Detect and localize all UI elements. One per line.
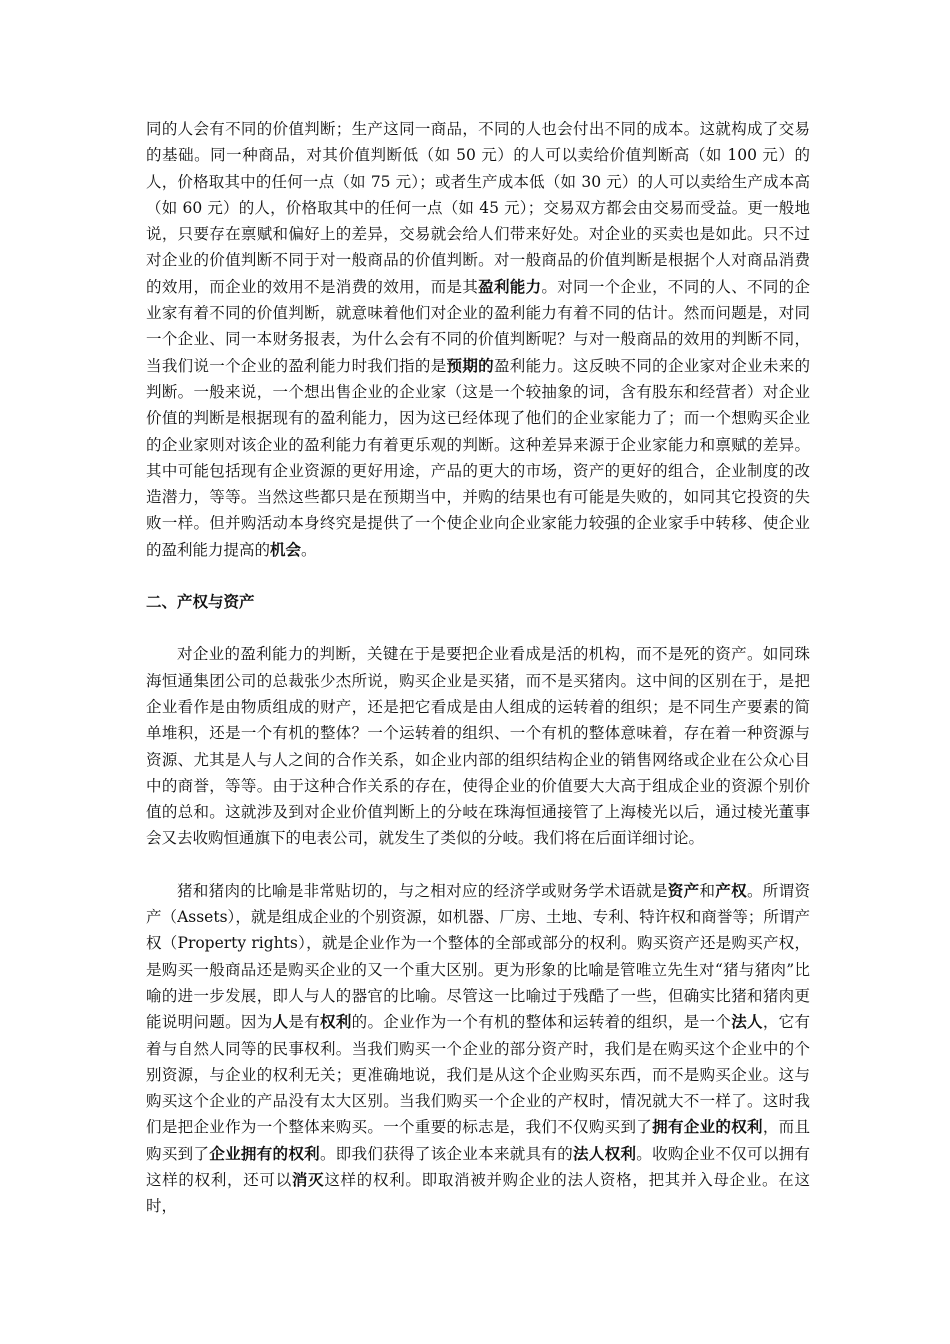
paragraph-gap (146, 615, 810, 641)
paragraph-gap (146, 852, 810, 878)
text-run: 盈利能力。这反映不同的企业家对企业未来的判断。一般来说，一个想出售企业的企业家（这是一个较抽象的词，含有股东和经营者）对企业价值的判断是根据现有的盈利能力，因为这已经体现了他们的企业家能力了；而一个想购买企业的企业家则对该企业的盈利能力有着更乐观的判断。这种差异来源于企业家能力和禀赋的差异。其中可能包括现有企业资源的更好用途，产品的更大的市场，资产的更好的组合，企业制度的改造潜力，等等。当然这些都只是在预期当中，并购的结果也有可能是失败的，如同其它投资的失败一样。但并购活动本身终究是提供了一个使企业向企业家能力较强的企业家手中转移、使企业的盈利能力提高的 (146, 356, 810, 559)
bold-term: 产权 (715, 880, 747, 900)
bold-term: 企业拥有的权利 (209, 1143, 320, 1163)
bold-term: 机会 (270, 539, 302, 559)
text-run: 对企业的盈利能力的判断，关键在于是要把企业看成是活的机构，而不是死的资产。如同珠海恒通集团公司的总裁张少杰所说，购买企业是买猪，而不是买猪肉。这中间的区别在于，是把企业看作是由物质组成的财产，还是把它看成是由人组成的运转着的组织；是不同生产要素的简单堆积，还是一个有机的整体？一个运转着的组织、一个有机的整体意味着，存在着一种资源与资源、尤其是人与人之间的合作关系，如企业内部的组织结构企业的销售网络或企业在公众心目中的商誉，等等。由于这种合作关系的存在，使得企业的价值要大大高于组成企业的资源个别价值的总和。这就涉及到对企业价值判断上的分岐在珠海恒通接管了上海棱光以后，通过棱光董事会又去收购恒通旗下的电表公司，就发生了类似的分岐。我们将在后面详细讨论。 (146, 645, 810, 848)
text-run: 的。企业作为一个有机的整体和运转着的组织，是一个 (351, 1013, 732, 1032)
bold-term: 消灭 (291, 1169, 325, 1189)
text-run: 和 (699, 881, 716, 900)
text-run: 同的人会有不同的价值判断；生产这同一商品，不同的人也会付出不同的成本。这就构成了交易的基础。同一种商品，对其价值判断低（如 50 元）的人可以卖给价值判断高（如 100 元）的人，价格取其中的任何一点（如 75 元）；或者生产成本低（如 30 元）的人可以卖给生产成本高（如 60 元）的人，价格取其中的任何一点（如 45 元）；交易双方都会由交易而受益。更一般地说，只要存在禀赋和偏好上的差异，交易就会给人们带来好处。对企业的买卖也是如此。只不过对企业的价值判断不同于对一般商品的价值判断。对一般商品的价值判断是根据个人对商品消费的效用，而企业的效用不是消费的效用，而是其 (146, 120, 810, 296)
paragraph-gap (146, 563, 810, 589)
text-run: ，它有着与自然人同等的民事权利。当我们购买一个企业的部分资产时，我们是在购买这个企业中的个别资源，与企业的权利无关；更准确地说，我们是从这个企业购买东西，而不是购买企业。这与购买这个企业的产品没有太大区别。当我们购买一个企业的产权时，情况就大不一样了。这时我们是把企业作为一个整体来购买。一个重要的标志是，我们不仅购买到了 (146, 1013, 810, 1137)
text-run: 这样的权利。即取消被并购企业的法人资格，把其并入母企业。在这时， (146, 1170, 810, 1216)
text-run: 。收购企业不仅可以拥有这样的权利，还可以 (146, 1144, 810, 1189)
document-page (146, 116, 810, 1220)
section-heading: 二、产权与资产 (146, 593, 255, 612)
bold-term: 法人 (731, 1012, 763, 1032)
bold-term: 人 (272, 1012, 289, 1032)
bold-term: 权利 (320, 1012, 352, 1032)
paragraph-1 (146, 116, 810, 563)
text-run: ，而且购买到了 (146, 1118, 810, 1163)
bold-term: 法人权利 (573, 1143, 637, 1163)
text-run: 。即我们获得了该企业本来就具有的 (319, 1144, 574, 1163)
text-run: 是有 (288, 1013, 320, 1032)
text-run: 猪和猪肉的比喻是非常贴切的，与之相对应的经济学或财务学术语就是 (177, 881, 668, 900)
paragraph-3 (146, 878, 810, 1220)
paragraph-2 (146, 641, 810, 851)
text-run: 。所谓资产（Assets），就是组成企业的个别资源，如机器、厂房、土地、专利、特许权和商誉等；所谓产权（Property rights），就是企业作为一个整体的全部或部分的权利。购买资产还是购买产权，是购买一般商品还是购买企业的又一个重大区别。更为形象的比喻是管唯立先生对“猪与猪肉”比喻的进一步发展，即人与人的器官的比喻。尽管这一比喻过于残酷了一些，但确实比猪和猪肉更能说明问题。因为 (146, 881, 810, 1032)
text-run: 。 (301, 540, 317, 559)
bold-term: 资产 (667, 880, 700, 900)
bold-term: 拥有企业的权利 (652, 1117, 763, 1137)
text-run: 。对同一个企业，不同的人、不同的企业家有着不同的价值判断，就意味着他们对企业的盈利能力有着不同的估计。然而问题是，对同一个企业、同一本财务报表，为什么会有不同的价值判断呢？与对一般商品的效用的判断不同，当我们说一个企业的盈利能力时我们指的是 (146, 277, 810, 375)
bold-term: 盈利能力 (478, 276, 542, 296)
bold-term: 预期的 (446, 355, 494, 375)
